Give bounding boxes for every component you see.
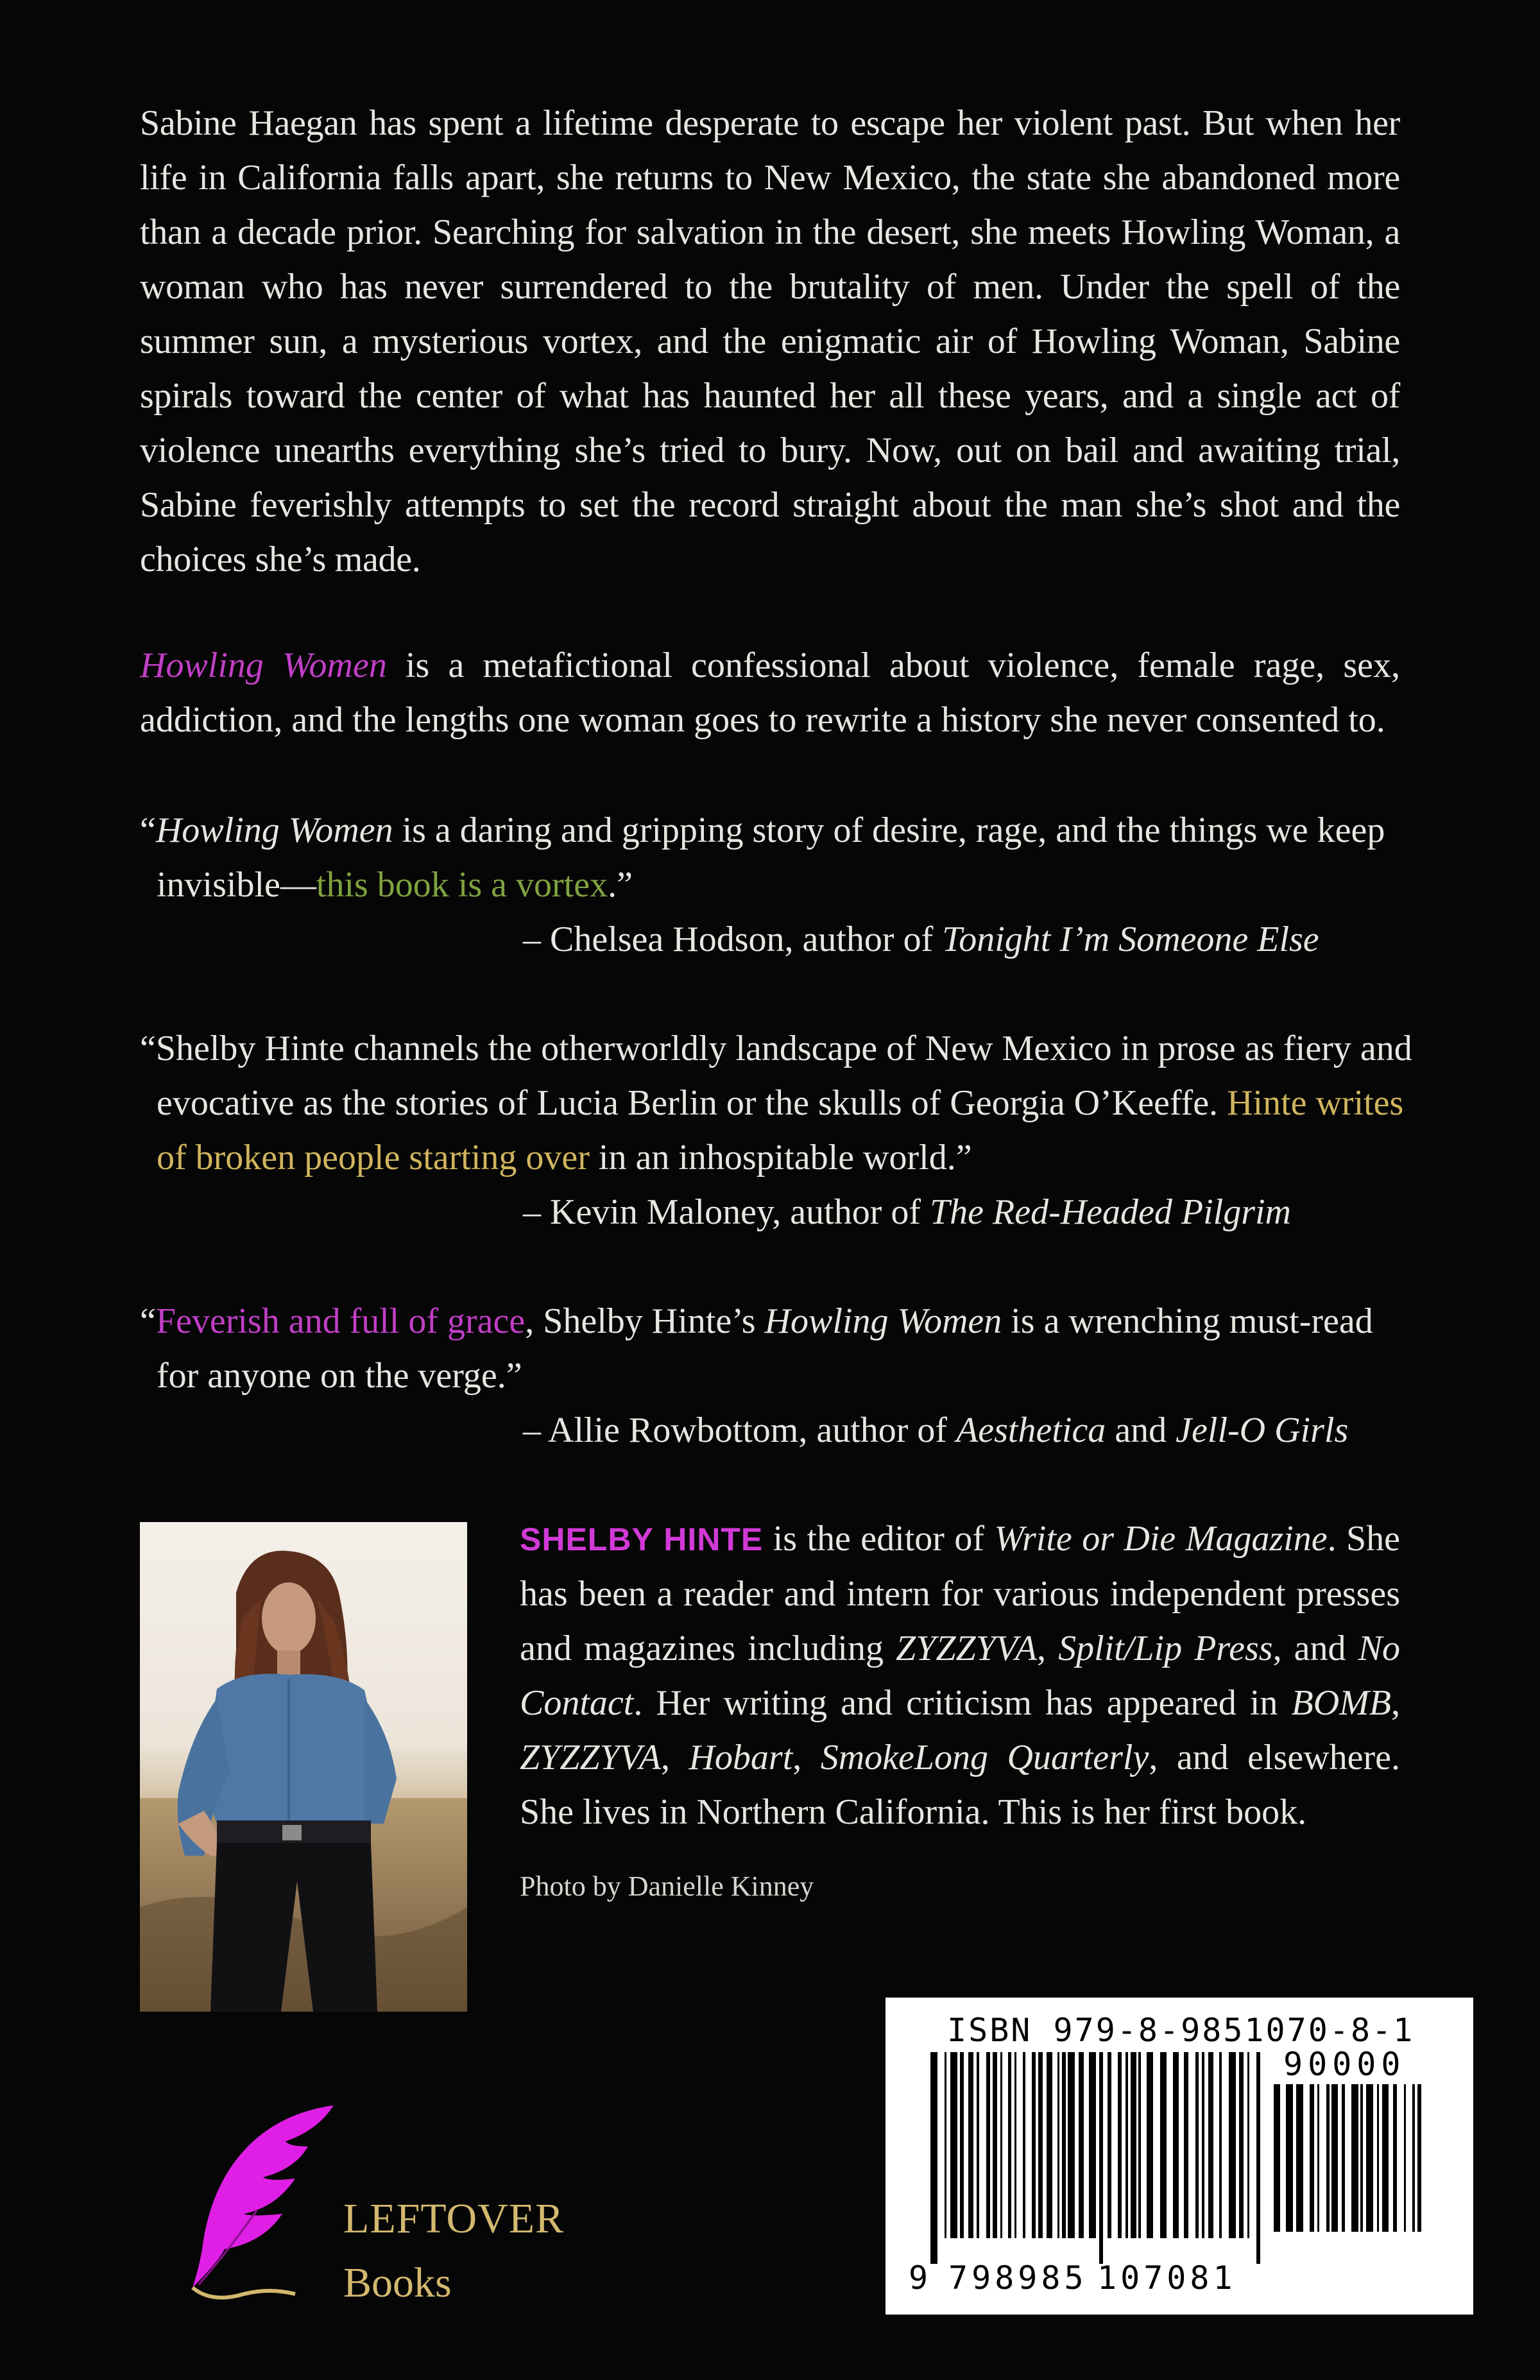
barcode-bar	[950, 2052, 957, 2238]
barcode-bar	[1068, 2052, 1075, 2238]
bio-publication: No Contact	[520, 1629, 1400, 1723]
barcode-bar	[1089, 2052, 1096, 2238]
blurb-quote-hodson	[140, 803, 1417, 912]
quote-book-title: Howling Women	[764, 1301, 1002, 1341]
blurb-quote-rowbottom	[140, 1294, 1417, 1403]
bio-publication: Write or Die Magazine	[994, 1519, 1328, 1559]
barcode-bar	[1099, 2052, 1103, 2264]
barcode-bar	[1310, 2084, 1314, 2232]
barcode-bar	[1296, 2084, 1303, 2232]
attribution-work: The Red-Headed Pilgrim	[930, 1192, 1291, 1232]
isbn-barcode	[886, 1998, 1473, 2315]
bio-text: ,	[1391, 1683, 1400, 1723]
barcode-bar	[1360, 2084, 1363, 2232]
barcode-bar	[1393, 2084, 1397, 2232]
attribution-work-2: Jell-O Girls	[1176, 1410, 1349, 1450]
attribution-text: – Kevin Maloney, author of	[523, 1192, 930, 1232]
bio-publication: BOMB	[1291, 1683, 1391, 1723]
barcode-bar	[1351, 2084, 1358, 2232]
attribution-and: and	[1106, 1410, 1176, 1450]
bio-publication: ZYZZYVA	[520, 1738, 661, 1777]
barcode-bar	[1000, 2052, 1002, 2238]
book-description: Sabine Haegan has spent a lifetime desperate to escape her violent past. But when her life in California falls apart, she returns to New Mexico, the state she abandoned more than a decade prior. Searching for salvation in the desert, she meets Howling Woman, a woman who has never surrendered to the brutality of men. Under the spell of the summer sun, a mysterious vortex, and the enigmatic air of Howling Woman, Sabine spirals toward the center of what has haunted her all these years, and a single act of violence unearths everything she’s tried to bury. Now, out on bail and awaiting trial, Sabine feverishly attempts to set the record straight about the man she’s shot and the choices she’s made.	[140, 103, 1400, 579]
barcode-bars	[930, 2052, 1264, 2264]
barcode-bar	[1417, 2084, 1421, 2232]
quote-close: is a wrenching must-read for anyone on the verge.”	[157, 1301, 1373, 1396]
barcode-bar	[1014, 2052, 1016, 2238]
quote-text: , Shelby Hinte’s	[525, 1301, 765, 1341]
quote-open-mark: “	[140, 1301, 156, 1341]
bio-text: . She has been a reader and intern for various independent presses and magazines including	[520, 1519, 1401, 1668]
quote-highlight: Hinte writes of broken people starting over	[157, 1083, 1404, 1177]
barcode-bar	[1404, 2084, 1406, 2232]
barcode-bar	[968, 2052, 973, 2238]
bio-publication: SmokeLong Quarterly	[820, 1738, 1149, 1777]
feather-logo-icon	[173, 2102, 340, 2310]
attribution-rowbottom	[523, 1403, 1348, 1458]
barcode-bar	[945, 2052, 946, 2238]
barcode-bar	[1038, 2052, 1043, 2238]
barcode-bar	[1208, 2052, 1213, 2238]
barcode-bar	[1131, 2052, 1136, 2238]
bio-text: ,	[660, 1738, 689, 1777]
barcode-bar	[1326, 2084, 1330, 2232]
barcode-bar	[1032, 2052, 1036, 2238]
bio-text: , and elsewhere. She lives in Northern California. This is her first book.	[520, 1738, 1400, 1832]
barcode-bar	[930, 2052, 937, 2264]
attribution-text: – Allie Rowbottom, author of	[523, 1410, 957, 1450]
attribution-work: Aesthetica	[956, 1410, 1106, 1450]
barcode-bar	[1412, 2084, 1415, 2232]
attribution-text: – Chelsea Hodson, author of	[523, 920, 943, 959]
bio-text: , and	[1272, 1629, 1358, 1668]
bio-text: . Her writing and criticism has appeared in	[633, 1683, 1292, 1723]
barcode-bar	[1229, 2052, 1236, 2238]
publisher-name-line1: LEFTOVER	[343, 2195, 565, 2242]
tagline	[140, 638, 1400, 748]
barcode-bar	[1147, 2052, 1153, 2238]
barcode-bar	[1274, 2084, 1280, 2232]
barcode-bar	[1184, 2052, 1188, 2238]
barcode-bar	[1160, 2052, 1167, 2238]
barcode-digits-left: 798985	[948, 2259, 1088, 2297]
tagline-book-title: Howling Women	[140, 646, 387, 685]
attribution-work: Tonight I’m Someone Else	[942, 920, 1319, 959]
quote-open-mark: “	[140, 810, 156, 850]
author-bio	[520, 1512, 1400, 1840]
tagline-text: is a metafictional confessional about violence, female rage, sex, addiction, and the lengths one woman goes to rewrite a history she never consented to.	[140, 646, 1401, 740]
barcode-bar	[1286, 2084, 1293, 2232]
barcode-bar	[1062, 2052, 1066, 2238]
barcode-bar	[1366, 2084, 1373, 2232]
bio-publication: ZYZZYVA	[896, 1629, 1038, 1668]
barcode-digits-right: 107081	[1097, 2259, 1236, 2297]
author-name: SHELBY HINTE	[520, 1521, 764, 1557]
barcode-bar	[1023, 2052, 1025, 2238]
barcode-bar	[1247, 2052, 1249, 2238]
barcode-bar	[1219, 2052, 1222, 2238]
barcode-bar	[1118, 2052, 1122, 2238]
quote-close: in an inhospitable world.”	[589, 1138, 972, 1177]
publisher-name-line2: Books	[343, 2259, 452, 2306]
blurb-quote-maloney	[140, 1022, 1417, 1185]
barcode-bar	[1008, 2052, 1011, 2238]
barcode-bar	[1138, 2052, 1141, 2238]
bio-publication: Hobart	[689, 1738, 793, 1777]
quote-highlight: Feverish and full of grace	[155, 1301, 526, 1341]
barcode-bar	[1047, 2052, 1052, 2238]
author-photo	[140, 1522, 467, 2012]
barcode-bar	[1173, 2052, 1179, 2238]
bio-text: is the editor of	[763, 1519, 995, 1559]
barcode-bar	[977, 2052, 979, 2238]
quote-book-title: Howling Women	[155, 810, 393, 850]
quote-text: “Shelby Hinte channels the otherworldly landscape of New Mexico in prose as fiery and evocative as the stories of Lucia Berlin or the skulls of Georgia O’Keeffe.	[140, 1029, 1412, 1123]
barcode-bar	[1202, 2052, 1204, 2238]
barcode-bar	[1057, 2052, 1059, 2238]
barcode-bar	[1195, 2052, 1199, 2238]
bio-publication: Split/Lip Press	[1058, 1629, 1273, 1668]
barcode-bar	[960, 2052, 964, 2238]
barcode-addon-digits: 90000	[1283, 2046, 1406, 2083]
barcode-lead-digit: 9	[909, 2259, 928, 2297]
barcode-bar	[1317, 2084, 1319, 2232]
barcode-bar	[1377, 2084, 1379, 2232]
barcode-bar	[1382, 2084, 1389, 2232]
barcode-bar	[1239, 2052, 1244, 2238]
isbn-label: ISBN 979-8-9851070-8-1	[947, 2012, 1415, 2049]
barcode-bar	[986, 2052, 990, 2238]
quote-text: is a daring and gripping story of desire, rage, and the things we keep invisible—	[157, 810, 1385, 905]
barcode-bar	[1331, 2084, 1338, 2232]
barcode-bar	[1342, 2084, 1345, 2232]
quote-close: .”	[608, 865, 633, 905]
barcode-bar	[1108, 2052, 1111, 2238]
barcode-bar	[1125, 2052, 1128, 2238]
attribution-maloney	[523, 1185, 1291, 1240]
barcode-addon-bars	[1274, 2084, 1421, 2257]
bio-text: ,	[792, 1738, 821, 1777]
barcode-bar	[1256, 2052, 1260, 2264]
barcode-bar	[993, 2052, 997, 2238]
quote-highlight: this book is a vortex	[316, 865, 608, 905]
bio-text: ,	[1037, 1629, 1059, 1668]
attribution-hodson	[523, 912, 1319, 967]
barcode-bar	[1079, 2052, 1084, 2238]
photo-credit: Photo by Danielle Kinney	[520, 1871, 814, 1902]
